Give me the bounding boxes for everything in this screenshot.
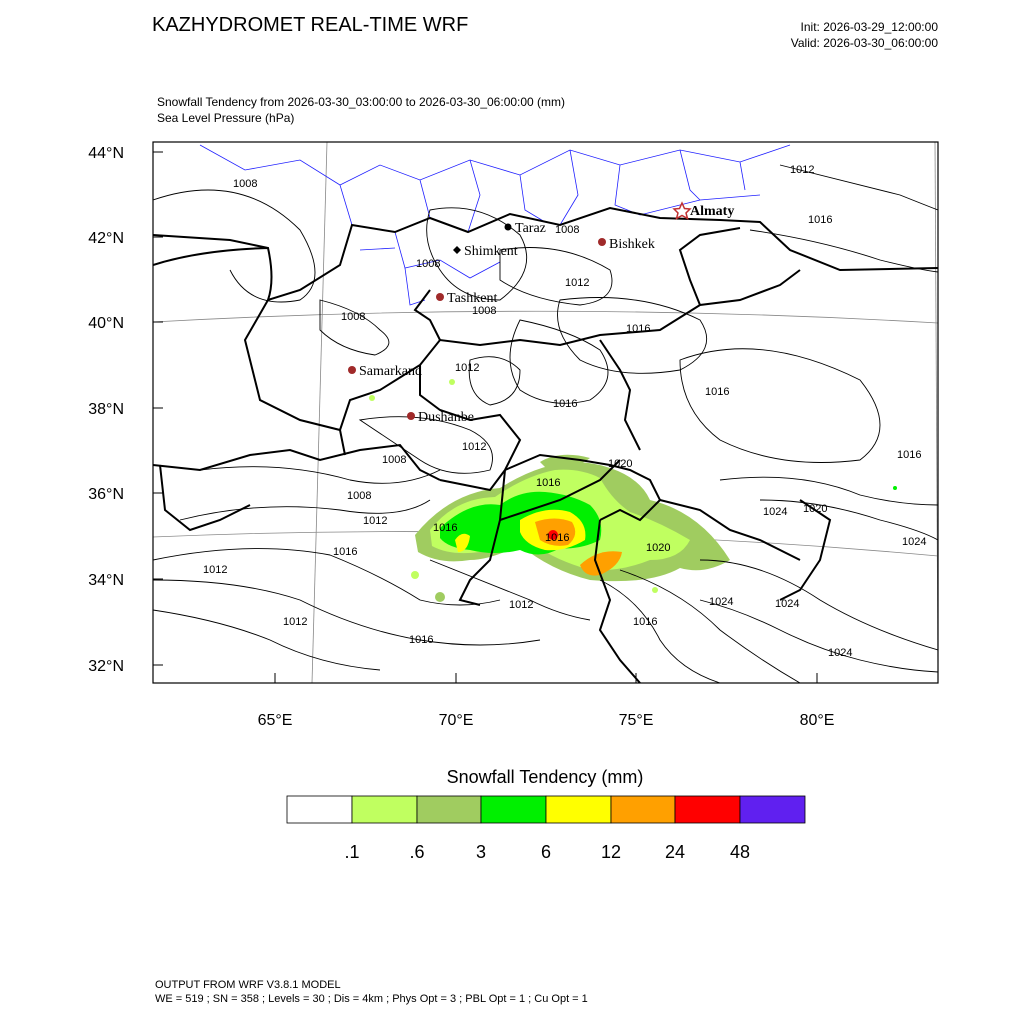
- city-label: Dushanbe: [418, 410, 474, 425]
- isobar-label: 1012: [790, 164, 815, 176]
- lat-label: 40°N: [88, 315, 124, 332]
- map-title: KAZHYDROMET REAL-TIME WRF: [152, 14, 469, 36]
- isobar-label: 1008: [382, 454, 407, 466]
- isobar-label: 1016: [433, 522, 458, 534]
- isobar-label: 1012: [565, 277, 590, 289]
- lat-label: 36°N: [88, 486, 124, 503]
- isobar-label: 1024: [828, 647, 853, 659]
- colorbar-box: [417, 796, 481, 823]
- colorbar: [287, 796, 805, 823]
- city-tashkent[interactable]: [436, 291, 497, 306]
- lon-label: 75°E: [618, 712, 654, 729]
- colorbar-box: [675, 796, 740, 823]
- city-dot: [453, 246, 461, 254]
- field-subtitle: Snowfall Tendency from 2026-03-30_03:00:00 to 2026-03-30_06:00:00 (mm): [157, 95, 566, 109]
- isobar-label: 1024: [902, 536, 927, 548]
- city-label: Tashkent: [447, 291, 498, 306]
- city-layer: [348, 203, 734, 425]
- legend-level: .6: [409, 842, 425, 862]
- city-label: Shimkent: [464, 244, 518, 259]
- isobar-label: 1012: [363, 515, 388, 527]
- city-samarkand[interactable]: [348, 364, 422, 379]
- lon-label: 65°E: [257, 712, 293, 729]
- city-taraz[interactable]: [505, 221, 546, 236]
- isobar-label: 1016: [536, 477, 561, 489]
- star-icon: [674, 203, 690, 219]
- isobar-label: 1016: [553, 398, 578, 410]
- isobar-label: 1024: [709, 596, 734, 608]
- isobar-label: 1008: [341, 311, 366, 323]
- isobar-label: 1016: [705, 386, 730, 398]
- isobar-label: 1008: [233, 178, 258, 190]
- colorbar-box: [611, 796, 675, 823]
- isobar-label: 1016: [626, 323, 651, 335]
- valid-time: Valid: 2026-03-30_06:00:00: [790, 36, 938, 50]
- city-bishkek[interactable]: [598, 237, 655, 252]
- city-dot: [505, 224, 512, 231]
- isobar-label: 1016: [633, 616, 658, 628]
- admin-boundaries: [200, 145, 790, 305]
- city-dushanbe[interactable]: [407, 410, 474, 425]
- isobar-label: 1020: [803, 503, 828, 515]
- model-footer: OUTPUT FROM WRF V3.8.1 MODEL: [155, 979, 341, 991]
- colorbar-box: [481, 796, 546, 823]
- isobar-label: 1020: [646, 542, 671, 554]
- city-dot: [407, 412, 415, 420]
- isobar-label: 1016: [808, 214, 833, 226]
- isobar-label: 1016: [545, 532, 570, 544]
- isobar-label: 1012: [283, 616, 308, 628]
- isobar-label: 1008: [347, 490, 372, 502]
- colorbar-box: [287, 796, 352, 823]
- isobar-label: 1024: [763, 506, 788, 518]
- legend-level: 3: [475, 842, 487, 862]
- city-label: Samarkand: [359, 364, 422, 379]
- isobar-labels: [203, 164, 926, 659]
- legend-level: .1: [344, 842, 360, 862]
- isobar-label: 1012: [509, 599, 534, 611]
- isobar-label: 1008: [416, 258, 441, 270]
- legend-level: 48: [729, 842, 751, 862]
- init-time: Init: 2026-03-29_12:00:00: [800, 20, 938, 34]
- lat-label: 34°N: [88, 572, 124, 589]
- legend-level: 24: [664, 842, 686, 862]
- isobar-label: 1020: [608, 458, 633, 470]
- city-shimkent[interactable]: [453, 244, 518, 259]
- isobar-label: 1012: [455, 362, 480, 374]
- model-config: WE = 519 ; SN = 358 ; Levels = 30 ; Dis = 4km ; Phys Opt = 3 ; PBL Opt = 1 ; Cu Opt = 1: [155, 993, 588, 1005]
- lat-label: 44°N: [88, 145, 124, 162]
- isobars: [153, 165, 938, 683]
- city-dot: [598, 238, 606, 246]
- colorbar-box: [546, 796, 611, 823]
- isobar-label: 1024: [775, 598, 800, 610]
- lat-label: 42°N: [88, 230, 124, 247]
- city-dot: [348, 366, 356, 374]
- legend-title: Snowfall Tendency (mm): [446, 767, 644, 787]
- lon-label: 70°E: [438, 712, 474, 729]
- city-label: Almaty: [690, 204, 735, 219]
- isobar-label: 1008: [555, 224, 580, 236]
- isobar-label: 1016: [409, 634, 434, 646]
- city-almaty[interactable]: [674, 203, 734, 219]
- country-borders: [153, 208, 938, 683]
- isobar-label: 1012: [203, 564, 228, 576]
- isobar-label: 1008: [472, 305, 497, 317]
- legend-level: 6: [540, 842, 552, 862]
- contour-subtitle: Sea Level Pressure (hPa): [157, 111, 295, 125]
- city-label: Taraz: [515, 221, 546, 236]
- city-label: Bishkek: [609, 237, 655, 252]
- colorbar-box: [352, 796, 417, 823]
- colorbar-box: [740, 796, 805, 823]
- isobar-label: 1016: [333, 546, 358, 558]
- lat-label: 38°N: [88, 401, 124, 418]
- isobar-label: 1012: [462, 441, 487, 453]
- isobar-label: 1016: [897, 449, 922, 461]
- lon-label: 80°E: [799, 712, 835, 729]
- legend-level: 12: [600, 842, 622, 862]
- lat-label: 32°N: [88, 658, 124, 675]
- city-dot: [436, 293, 444, 301]
